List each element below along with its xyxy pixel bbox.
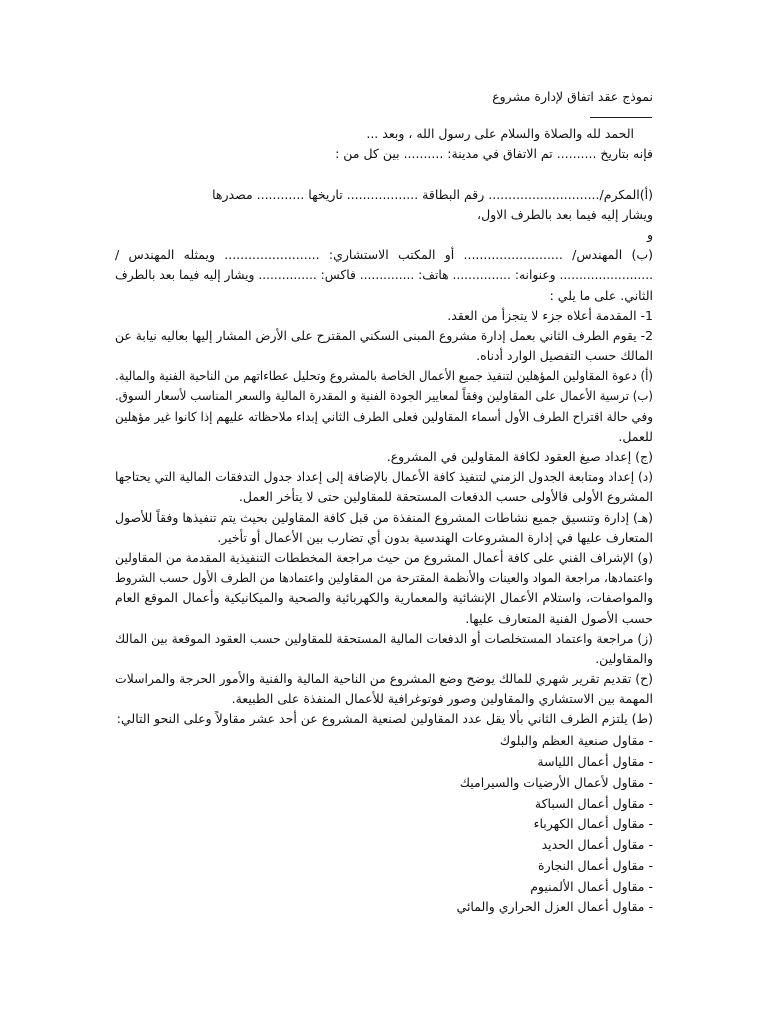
- contractor-list-item: - مقاول أعمال اللياسة: [537, 754, 653, 770]
- document-title: نموذج عقد اتفاق لإدارة مشروع: [492, 89, 653, 104]
- scope-item-line: (ز) مراجعة واعتماد المستخلصات أو الدفعات المالية المستحقة للمقاولين حسب العقود الموقعة بين المالك: [114, 630, 653, 646]
- party-second-line: ........................ وعنوانه: ............... هاتف: .............. فاكس: ............... ويشار إليه فيما بعد بالطرف: [115, 267, 654, 283]
- scope-item-e: [115, 508, 653, 548]
- contractor-list-item: - مقاول أعمال الحديد: [541, 837, 653, 853]
- contractor-list-item: - مقاول أعمال النجارة: [538, 857, 653, 873]
- scope-item-line: (هـ) إدارة وتنسيق جميع نشاطات المشروع المنفذة من قبل كافة المقاولين بحيث يتم تنفيذها وفقاً للأصول: [115, 509, 653, 525]
- party-conjunction: و: [646, 226, 653, 242]
- scope-item-line: المهمة بين الاستشاري والمقاولين وصور فوتوغرافية للأعمال المنفذة على الطبيعة.: [231, 691, 653, 707]
- scope-item-line: (د) إعداد ومتابعة الجدول الزمني لتنفيذ كافة الأعمال بالإضافة إلى إعداد جدول التدفقات المالية التي يحتاجها: [114, 469, 653, 485]
- scope-item-line: (ط) يلتزم الطرف الثاني بألا يقل عدد المقاولين لصنعية المشروع عن أحد عشر مقاولاً وعلى النحو التالي:: [116, 711, 653, 727]
- contractor-list-item: - مقاول أعمال الألمنيوم: [530, 878, 653, 894]
- clause-2-line: 2- يقوم الطرف الثاني بعمل إدارة مشروع المبنى السكني المقترح على الأرض المشار إليها بعاليه نيابة عن: [114, 327, 653, 343]
- scope-item-d: [115, 467, 653, 507]
- scope-item-line: والمواصفات، واستلام الأعمال الإنشائية والمعمارية والكهربائية والصحية والميكانيكية وأعمال الموقع العام: [115, 590, 653, 606]
- contractor-list-item: - مقاول أعمال العزل الحراري والمائي: [456, 899, 653, 915]
- clause-1: [115, 306, 653, 326]
- scope-item-line: للعمل.: [618, 428, 653, 444]
- contractor-list-item: - مقاول لأعمال الأرضيات والسيراميك: [459, 774, 653, 790]
- party-second-line: الثاني. على ما يلي :: [549, 287, 653, 303]
- party-first-line: ويشار إليه فيما بعد بالطرف الاول،: [477, 206, 653, 222]
- agreement-intro-line: فإنه بتاريخ .......... تم الاتفاق في مدينة: .......... بين كل من :: [335, 146, 653, 162]
- clause-1-line: 1- المقدمة أعلاه جزء لا يتجزأ من العقد.: [447, 307, 653, 323]
- scope-item-line: (ج) إعداد صيغ العقود لكافة المقاولين في المشروع.: [386, 449, 653, 464]
- scope-item-f: [115, 548, 653, 629]
- contractor-list-item: - مقاول صنعية العظم والبلوك: [499, 733, 653, 749]
- scope-item-line: المتعارف عليها في إدارة المشروعات الهندسية بدون أي تضارب بين الأعمال أو تأخير.: [217, 529, 653, 545]
- clause-2-line: المالك حسب التفصيل الوارد أدناه.: [476, 348, 653, 364]
- greeting-line: الحمد لله والصلاة والسلام على رسول الله ، وبعد ...: [366, 126, 634, 141]
- party-second-line: (ب) المهندس/ ......................... أو المكتب الاستشاري: ........................ ويمثله المهندس /: [115, 247, 653, 263]
- scope-item-line: (ب) ترسية الأعمال على المقاولين وفقاً لمعايير الجودة الفنية و المقدرة المالية والسعر المناسب لأسعار السوق.: [115, 388, 653, 404]
- scope-item-line: (و) الإشراف الفني على كافة أعمال المشروع من حيث مراجعة المخططات التنفيذية المقدمة من المقاولين: [115, 549, 653, 565]
- contractor-list-item: - مقاول أعمال الكهرباء: [533, 816, 653, 832]
- scope-item-line: واعتمادها، مراجعة المواد والعينات والأنظمة المقترحة من المقاولين واعتمادها من الطرف الأول حسب الشروط: [114, 570, 653, 586]
- scope-item-line: حسب الأصول الفنية المتعارف عليها.: [465, 610, 653, 626]
- clause-2: [115, 326, 653, 366]
- scope-item-h: [115, 669, 653, 709]
- party-first-line: (أ)المكرم/............................ رقم البطاقة .................. تاريخها ............ مصدرها: [212, 186, 653, 202]
- scope-item-line: (أ) دعوة المقاولين المؤهلين لتنفيذ جميع الأعمال الخاصة بالمشروع وتحليل عطاءاتهم من الناحية الفنية والمالية.: [114, 368, 653, 384]
- contractor-list: [115, 731, 653, 918]
- scope-item-line: والمقاولين.: [595, 650, 653, 666]
- scope-item-line: (ح) تقديم تقرير شهري للمالك يوضح وضع المشروع من الناحية المالية والفنية والأمور الحرجة والمراسلات: [115, 671, 653, 687]
- scope-item-line: وفي حالة اقتراح الطرف الأول أسماء المقاولين فعلى الطرف الثاني إبداء ملاحظاته عليهم إذا كانوا غير مؤهلين: [114, 408, 653, 424]
- contractor-list-item: - مقاول أعمال السباكة: [534, 795, 653, 811]
- scope-item-i: [115, 709, 653, 729]
- title-underline: [590, 117, 652, 118]
- scope-item-line: المشروع الأولى فالأولى حسب الدفعات المستحقة للمقاولين حتى لا يتأخر العمل.: [238, 489, 653, 505]
- scope-item-b: [115, 386, 653, 447]
- scope-item-c: [115, 447, 653, 467]
- party-second: [115, 245, 653, 306]
- document-body: [115, 124, 653, 918]
- party-first: [115, 185, 653, 225]
- scope-item-a: [115, 366, 653, 386]
- blank-line: [115, 164, 653, 184]
- scope-item-g: [115, 629, 653, 669]
